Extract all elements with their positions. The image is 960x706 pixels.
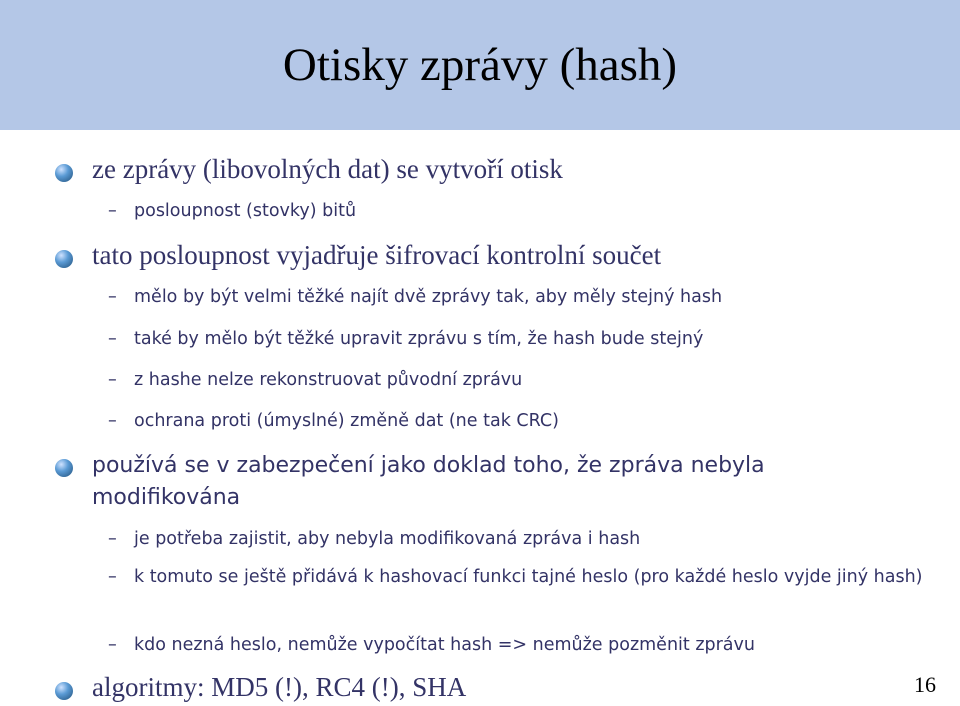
bullet-2-subitem-3: z hashe nelze rekonstruovat původní zprávu: [134, 370, 523, 390]
bullet-4-text: algoritmy: MD5 (!), RC4 (!), SHA: [92, 672, 467, 702]
bullet-3-text: používá se v zabezpečení jako doklad toho, že zpráva nebyla modifikována: [92, 453, 765, 510]
bullet-3-subitem-1: je potřeba zajistit, aby nebyla modifikovaná zpráva i hash: [134, 529, 641, 549]
bullet-2-text: tato posloupnost vyjadřuje šifrovací kontrolní součet: [92, 240, 662, 270]
dash-icon: –: [108, 329, 117, 349]
bullet-3-subitem-2: k tomuto se ještě přidává k hashovací funkci tajné heslo (pro každé heslo vyjde jiný hash): [134, 567, 923, 587]
bullet-dot-icon: [55, 459, 73, 477]
bullet-1-subitem-1: posloupnost (stovky) bitů: [134, 201, 357, 221]
dash-icon: –: [108, 287, 117, 307]
bullet-2-subitem-4: ochrana proti (úmyslné) změně dat (ne tak CRC): [134, 411, 559, 431]
page-number: 16: [914, 672, 936, 697]
dash-icon: –: [108, 567, 117, 587]
dash-icon: –: [108, 529, 117, 549]
bullet-dot-icon: [55, 250, 73, 268]
slide-title: Otisky zprávy (hash): [282, 39, 678, 91]
dash-icon: –: [108, 635, 117, 655]
bullet-3-subitem-3: kdo nezná heslo, nemůže vypočítat hash => nemůže pozměnit zprávu: [134, 635, 755, 655]
dash-icon: –: [108, 411, 117, 431]
bullet-2-subitem-1: mělo by být velmi těžké najít dvě zprávy tak, aby měly stejný hash: [134, 287, 723, 307]
bullet-1-text: ze zprávy (libovolných dat) se vytvoří otisk: [92, 154, 563, 184]
bullet-dot-icon: [55, 164, 73, 182]
dash-icon: –: [108, 201, 117, 221]
bullet-dot-icon: [55, 682, 73, 700]
dash-icon: –: [108, 370, 117, 390]
bullet-2-subitem-2: také by mělo být těžké upravit zprávu s tím, že hash bude stejný: [134, 329, 704, 349]
